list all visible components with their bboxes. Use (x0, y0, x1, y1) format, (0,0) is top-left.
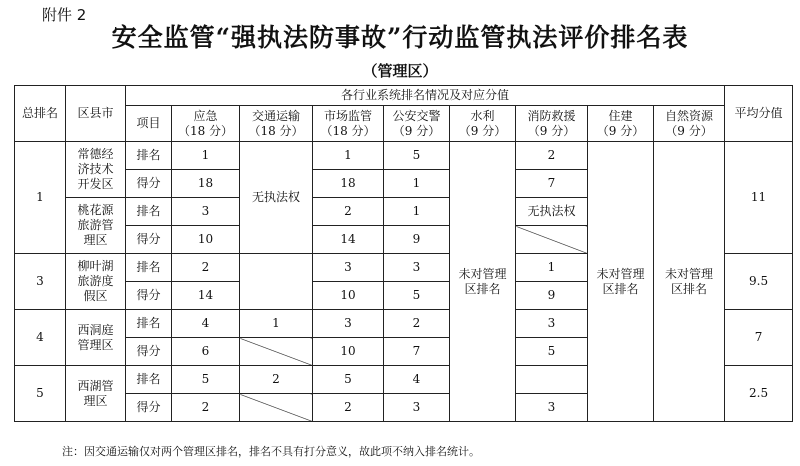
header-col-name: 交通运输 (251, 108, 300, 123)
value-cell: 4 (384, 366, 450, 394)
district-cell (66, 142, 126, 198)
header-col-score: （9 分） (665, 123, 713, 138)
value-cell: 10 (313, 338, 384, 366)
value-cell: 10 (313, 282, 384, 310)
value-cell: 10 (172, 226, 240, 254)
empty-diagonal-cell (240, 394, 313, 422)
value-cell: 5 (516, 338, 588, 366)
header-col-score: （9 分） (458, 123, 507, 138)
item-label: 排名 (126, 142, 172, 170)
value-cell: 5 (172, 366, 240, 394)
value-cell: 18 (313, 170, 384, 198)
value-cell: 2 (240, 366, 313, 394)
district-name: 西湖管理区 (77, 378, 114, 408)
merged-no-authority-cell: 无执法权 (240, 142, 313, 254)
overall-rank-cell: 5 (15, 366, 66, 422)
page-title: 安全监管“强执法防事故”行动监管执法评价排名表 (111, 23, 689, 52)
header-row-1 (15, 86, 793, 106)
attachment-label: 附件 2 (42, 6, 87, 24)
value-cell: 2 (516, 142, 588, 170)
value-cell: 2 (313, 198, 384, 226)
value-cell: 1 (516, 254, 588, 282)
header-average: 平均分值 (725, 86, 793, 142)
value-cell: 3 (516, 310, 588, 338)
value-cell: 9 (516, 282, 588, 310)
district-cell (66, 310, 126, 366)
merged-text: 未对管理区排名 (665, 266, 714, 296)
value-cell: 3 (384, 394, 450, 422)
empty-cell (240, 254, 313, 310)
overall-rank-cell: 1 (15, 142, 66, 254)
header-col-name: 水利 (470, 108, 495, 123)
district-name: 柳叶湖旅游度假区 (77, 259, 114, 303)
value-cell: 1 (172, 142, 240, 170)
value-cell: 1 (313, 142, 384, 170)
item-label: 得分 (126, 282, 172, 310)
header-col-shichang (313, 106, 384, 142)
value-cell: 5 (313, 366, 384, 394)
header-industry-group: 各行业系统排名情况及对应分值 (126, 86, 725, 106)
value-cell: 1 (240, 310, 313, 338)
value-cell: 9 (384, 226, 450, 254)
value-cell: 7 (516, 170, 588, 198)
header-col-name: 市场监管 (323, 108, 372, 123)
merged-not-ranked-cell (588, 142, 654, 422)
district-cell (66, 198, 126, 254)
district-name: 桃花源旅游管理区 (77, 203, 114, 247)
header-district: 区县市 (66, 86, 126, 142)
merged-not-ranked-cell (654, 142, 725, 422)
value-cell: 3 (384, 254, 450, 282)
district-cell (66, 254, 126, 310)
item-label: 得分 (126, 170, 172, 198)
header-col-score: （18 分） (177, 123, 234, 138)
value-cell: 6 (172, 338, 240, 366)
value-cell: 3 (172, 198, 240, 226)
value-cell: 2 (172, 394, 240, 422)
item-label: 排名 (126, 366, 172, 394)
item-label: 得分 (126, 226, 172, 254)
district-name: 西洞庭管理区 (77, 322, 114, 352)
value-cell: 7 (384, 338, 450, 366)
header-item: 项目 (126, 106, 172, 142)
ranking-table (14, 85, 793, 422)
value-cell: 5 (384, 142, 450, 170)
value-cell: 1 (384, 170, 450, 198)
empty-diagonal-cell (516, 226, 588, 254)
page-subtitle: （管理区） (362, 62, 438, 80)
table-row (15, 142, 793, 170)
district-cell (66, 366, 126, 422)
value-cell: 14 (172, 282, 240, 310)
value-cell: 2 (313, 394, 384, 422)
value-cell: 1 (384, 198, 450, 226)
value-cell: 无执法权 (516, 198, 588, 226)
header-col-shuili (450, 106, 516, 142)
value-cell: 14 (313, 226, 384, 254)
item-label: 排名 (126, 310, 172, 338)
value-cell: 2 (172, 254, 240, 282)
item-label: 得分 (126, 394, 172, 422)
header-col-score: （18 分） (320, 123, 376, 138)
value-cell: 3 (313, 254, 384, 282)
header-col-jiaotong (240, 106, 313, 142)
header-col-yingji (172, 106, 240, 142)
merged-not-ranked-cell (450, 142, 516, 422)
header-col-name: 应急 (193, 108, 218, 123)
header-col-score: （18 分） (248, 123, 304, 138)
empty-cell (516, 366, 588, 394)
value-cell: 2 (384, 310, 450, 338)
average-cell: 2.5 (725, 366, 793, 422)
average-cell: 7 (725, 310, 793, 366)
overall-rank-cell: 3 (15, 254, 66, 310)
header-overall-rank: 总排名 (15, 86, 66, 142)
header-col-score: （9 分） (392, 123, 441, 138)
value-cell: 3 (313, 310, 384, 338)
value-cell: 5 (384, 282, 450, 310)
header-col-name: 自然资源 (665, 108, 714, 123)
header-col-name: 消防救援 (527, 108, 576, 123)
merged-text: 未对管理区排名 (458, 266, 507, 296)
district-name: 常德经济技术开发区 (77, 147, 114, 191)
item-label: 排名 (126, 254, 172, 282)
header-col-score: （9 分） (596, 123, 645, 138)
header-col-gongan (384, 106, 450, 142)
header-col-zhujian (588, 106, 654, 142)
header-row-2 (15, 106, 793, 142)
average-cell: 9.5 (725, 254, 793, 310)
overall-rank-cell: 4 (15, 310, 66, 366)
empty-diagonal-cell (240, 338, 313, 366)
header-col-xiaofang (516, 106, 588, 142)
merged-text: 未对管理区排名 (596, 266, 645, 296)
header-col-ziran (654, 106, 725, 142)
value-cell: 3 (516, 394, 588, 422)
value-cell: 18 (172, 170, 240, 198)
item-label: 排名 (126, 198, 172, 226)
header-col-score: （9 分） (527, 123, 576, 138)
average-cell: 11 (725, 142, 793, 254)
header-col-name: 住建 (608, 108, 633, 123)
footnote: 注：因交通运输仅对两个管理区排名，排名不具有打分意义，故此项不纳入排名统计。 (62, 445, 480, 458)
item-label: 得分 (126, 338, 172, 366)
header-col-name: 公安交警 (392, 108, 441, 123)
value-cell: 4 (172, 310, 240, 338)
